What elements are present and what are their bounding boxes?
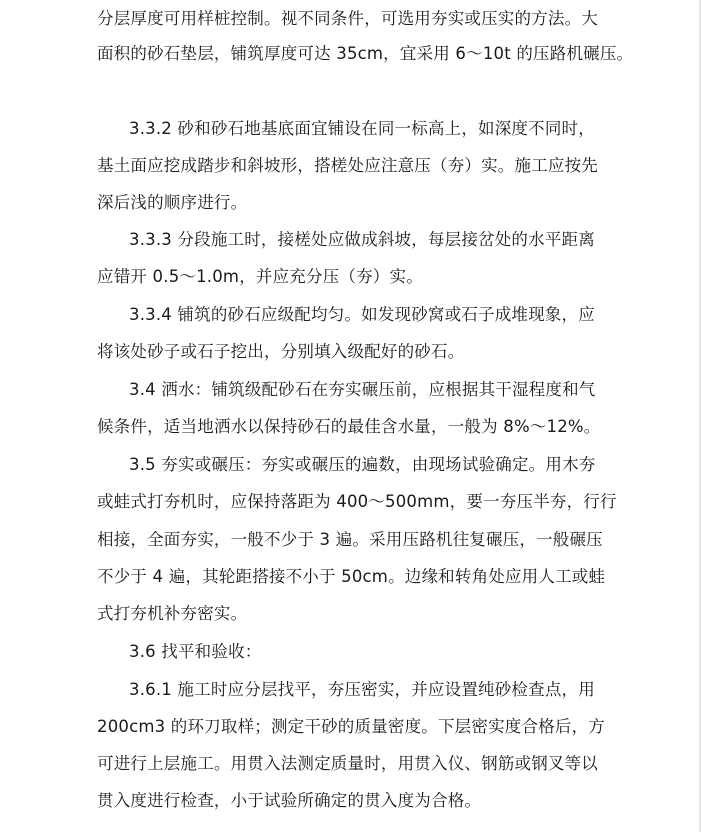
text-line: 可进行上层施工。用贯入法测定质量时，用贯入仪、钢筋或钢叉等以 [97, 754, 598, 773]
text-line: 3.6 找平和验收： [129, 642, 262, 661]
text-line: 深后浅的顺序进行。 [97, 193, 248, 212]
text-line: 3.4 洒水：铺筑级配砂石在夯实碾压前，应根据其干湿程度和气 [129, 380, 596, 399]
text-line: 贯入度进行检查，小于试验所确定的贯入度为合格。 [97, 791, 482, 810]
text-line: 基土面应挖成踏步和斜坡形，搭槎处应注意压（夯）实。施工应按先 [97, 156, 598, 175]
text-line: 3.6.1 施工时应分层找平，夯压密实，并应设置纯砂检查点，用 [129, 680, 595, 699]
text-line: 将该处砂子或石子挖出，分别填入级配好的砂石。 [97, 342, 465, 361]
text-line: 200cm3 的环刀取样；测定干砂的质量密度。下层密实度合格后，方 [97, 717, 605, 736]
text-line: 不少于 4 遍，其轮距搭接不小于 50cm。边缘和转角处应用人工或蛙 [97, 567, 606, 586]
text-line: 式打夯机补夯密实。 [97, 604, 248, 623]
text-line: 3.5 夯实或碾压：夯实或碾压的遍数，由现场试验确定。用木夯 [129, 455, 596, 474]
text-line: 候条件，适当地洒水以保持砂石的最佳含水量，一般为 8%～12%。 [97, 417, 601, 436]
text-line: 3.3.4 铺筑的砂石应级配均匀。如发现砂窝或石子成堆现象，应 [129, 305, 595, 324]
text-line: 3.3.3 分段施工时，接槎处应做成斜坡，每层接岔处的水平距离 [129, 230, 595, 249]
text-line: 分层厚度可用样桩控制。视不同条件，可选用夯实或压实的方法。大 [97, 9, 598, 28]
text-line: 或蛙式打夯机时，应保持落距为 400～500mm，要一夯压半夯，行行 [97, 492, 617, 511]
text-line: 相接，全面夯实，一般不少于 3 遍。采用压路机往复碾压，一般碾压 [97, 530, 603, 549]
text-line: 3.3.2 砂和砂石地基底面宜铺设在同一标高上，如深度不同时， [129, 119, 595, 138]
text-line: 面积的砂石垫层，铺筑厚度可达 35cm，宜采用 6～10t 的压路机碾压。 [97, 44, 634, 63]
text-line: 应错开 0.5～1.0m，并应充分压（夯）实。 [97, 267, 423, 286]
